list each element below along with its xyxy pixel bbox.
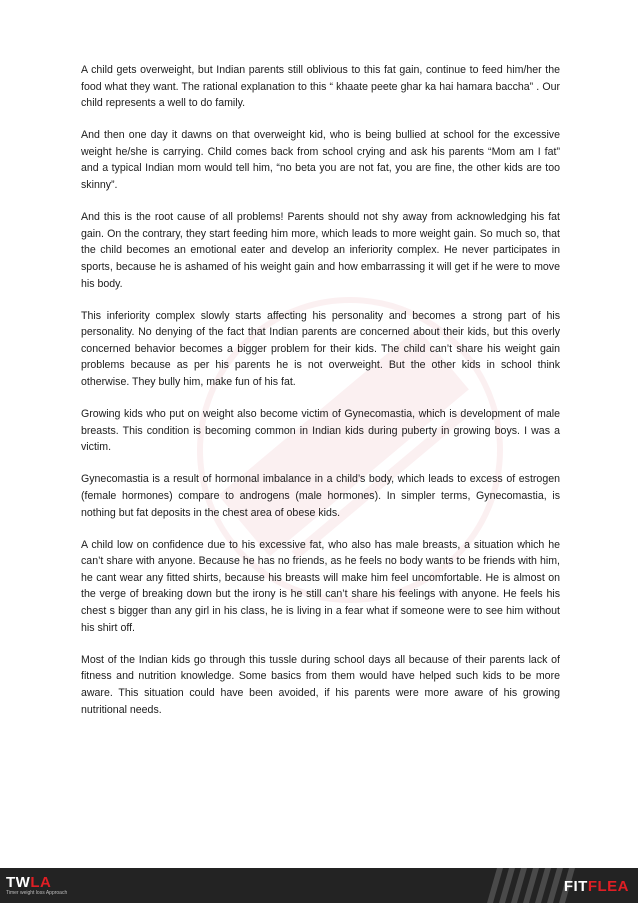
twla-tagline: Timer weight loss Approach — [6, 890, 68, 896]
footer-bar — [0, 868, 638, 903]
paragraph-1: A child gets overweight, but Indian parents still oblivious to this fat gain, continue to feed him/her the food what they want. The rational explanation to this “ khaate peete ghar ka hai hamara baccha” . Our child represents a well to do family. — [81, 64, 560, 110]
fitflea-logo-accent: FLEA — [587, 878, 629, 895]
paragraph-5: Growing kids who put on weight also become victim of Gynecomastia, which is development of male breasts. This condition is becoming common in Indian kids during puberty in growing boys. I was a victim. — [81, 408, 560, 454]
fitflea-logo — [564, 878, 629, 895]
twla-logo-prefix: TW — [6, 874, 31, 891]
paragraph-2: And then one day it dawns on that overweight kid, who is being bullied at school for the excessive weight he/she is carrying. Child comes back from school crying and ask his parents “Mom am I fat” and a typical Indian mom would tell him, “no beta you are not fat, you are fine, the other kids are too skinny”. — [81, 129, 560, 192]
paragraph-7: A child low on confidence due to his excessive fat, who also has male breasts, a situation which he can’t share with anyone. Because he has no friends, as he feels no body wants to be friends with him, he cant wear any fitted shirts, because his breasts will make him feel uncomfortable. He is almost on the verge of breaking down but the irony is he still can’t share his feelings with anyone. He feels his chest s bigger than any girl in his class, he is living in a fear what if someone were to see him without his shirt off. — [81, 538, 560, 634]
twla-logo — [6, 876, 67, 897]
paragraph-3: And this is the root cause of all problems! Parents should not shy away from acknowledging his fat gain. On the contrary, they start feeding him more, which leads to more weight gain. So much so, that the child becomes an emotional eater and develop an inferiority complex. He never participates in sports, because he is ashamed of his weight gain and how embarrassing it will get if he were to move his body. — [81, 211, 560, 290]
fitflea-logo-prefix: FIT — [563, 878, 588, 895]
paragraph-4: This inferiority complex slowly starts affecting his personality and becomes a strong part of his personality. No denying of the fact that Indian parents are concerned about their kids, but this overly concerned behavior becomes a bigger problem for their kids. The child can’t share his weight gain problems because as per his parents he is not overweight. But the other kids in school think otherwise. They bully him, make fun of his fat. — [81, 309, 560, 388]
decorative-stripes — [475, 868, 575, 903]
twla-logo-accent: LA — [30, 874, 52, 891]
paragraph-6: Gynecomastia is a result of hormonal imbalance in a child’s body, which leads to excess of estrogen (female hormones) compare to androgens (male hormones). In simpler terms, Gynecomastia, is nothing but fat deposits in the chest area of obese kids. — [81, 473, 560, 519]
paragraph-8: Most of the Indian kids go through this tussle during school days all because of their parents lack of fitness and nutrition knowledge. Some basics from them would have helped such kids to be more aware. This situation could have been avoided, if his parents were more aware of his growing nutritional needs. — [81, 653, 560, 716]
article-body — [81, 62, 560, 734]
